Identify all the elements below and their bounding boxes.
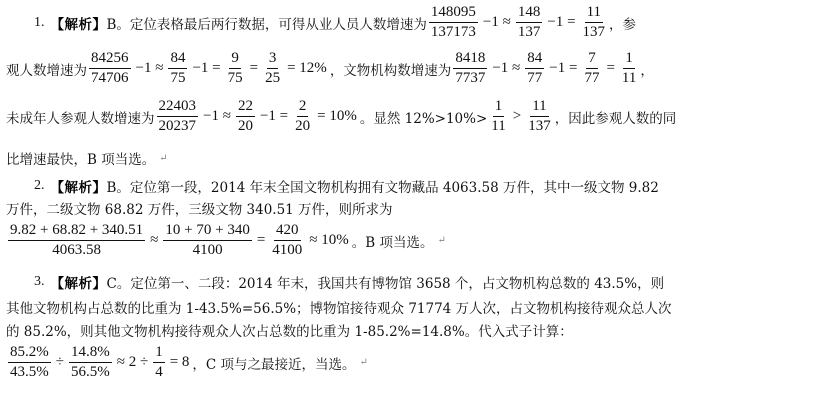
fraction: $\frac{84}{75}$ <box>170 50 186 86</box>
fraction: $\frac{84256}{74706}$ <box>91 50 129 86</box>
item-number: 1. <box>34 14 45 30</box>
operator: = <box>606 60 615 76</box>
operator: −1 = <box>259 108 289 124</box>
p1-line3 <box>6 98 676 135</box>
operator: = 12% <box>287 60 327 76</box>
operator: ≈ <box>150 232 159 248</box>
operator: −1 ≈ <box>203 108 231 124</box>
fraction: $\frac{22}{20}$ <box>237 98 253 134</box>
p2-line1 <box>34 176 659 196</box>
paragraph-mark-icon: ↵ <box>359 357 368 368</box>
fraction: $\frac{14.8\%}{56.5\%}$ <box>70 344 110 380</box>
text: 未成年人参观人数增速为 <box>6 110 155 127</box>
fraction: $\frac{11}{137}$ <box>582 4 606 40</box>
item-number: 3. <box>34 274 45 289</box>
p1-line2 <box>6 50 654 87</box>
p3-line2 <box>6 297 672 317</box>
operator: ≈ 2 ÷ <box>116 354 149 370</box>
fraction: $\frac{9.82 + 68.82 + 340.51}{4063.58}$ <box>10 222 144 258</box>
fraction: $\frac{148095}{137173}$ <box>430 4 476 40</box>
fraction: $\frac{1}{11}$ <box>621 50 637 86</box>
operator: = <box>256 232 266 248</box>
fraction: $\frac{10 + 70 + 340}{4100}$ <box>165 222 250 258</box>
p3-line3 <box>6 320 573 340</box>
p1-line4 <box>6 148 168 168</box>
operator: = 8 <box>169 354 190 370</box>
analysis-tag: 【解析】 <box>50 16 107 33</box>
p3-line1 <box>34 272 664 292</box>
fraction: $\frac{1}{4}$ <box>155 344 163 380</box>
operator: −1 ≈ <box>482 14 511 30</box>
analysis-tag: 【解析】 <box>50 180 107 196</box>
text: ，参 <box>609 16 637 33</box>
operator: ÷ <box>55 354 64 370</box>
fraction: $\frac{84}{77}$ <box>527 50 543 86</box>
text: ，文物机构数增速为 <box>329 62 452 79</box>
fraction: $\frac{7}{77}$ <box>584 50 600 86</box>
operator: −1 ≈ <box>492 60 521 76</box>
fraction: $\frac{85.2\%}{43.5\%}$ <box>10 344 49 380</box>
text: ，因此参观人数的同 <box>554 110 677 127</box>
fraction: $\frac{2}{20}$ <box>295 98 311 134</box>
operator: −1 ≈ <box>135 60 164 76</box>
p2-line2 <box>6 198 393 218</box>
p1-line1 <box>34 4 636 41</box>
text: B。定位第一段，2014 年末全国文物机构拥有文物藏品 4063.58 万件，其中一级文物 9.82 <box>106 180 659 196</box>
operator: > <box>512 108 522 124</box>
p3-line4 <box>6 344 368 381</box>
text: 的 85.2%，则其他文物机构接待观众人次占总数的比重为 1-85.2%=14.8%。代入式子计算： <box>6 324 573 340</box>
fraction: $\frac{9}{75}$ <box>227 50 243 86</box>
operator: −1 = <box>549 60 578 76</box>
analysis-tag: 【解析】 <box>50 276 107 292</box>
text: 其他文物机构占总数的比重为 1-43.5%=56.5%；博物馆接待观众 71774 万人次，占文物机构接待观众总人次 <box>6 301 672 317</box>
operator: −1 = <box>547 14 576 30</box>
fraction: $\frac{420}{4100}$ <box>272 222 303 258</box>
paragraph-mark-icon: ↵ <box>437 235 446 246</box>
operator: −1 = <box>192 60 221 76</box>
text: 万件，二级文物 68.82 万件，三级文物 340.51 万件，则所求为 <box>6 202 393 218</box>
paragraph-mark-icon: ↵ <box>159 152 168 164</box>
text: 比增速最快，B 项当选。 <box>6 152 156 168</box>
text: 。显然 12%>10%> <box>359 110 488 127</box>
fraction: $\frac{11}{137}$ <box>528 98 551 134</box>
p2-line3 <box>6 222 446 259</box>
fraction: $\frac{22403}{20237}$ <box>158 98 196 134</box>
operator: ≈ 10% <box>309 232 349 248</box>
text: ，C 项与之最接近，当选。 <box>192 356 356 373</box>
text: 观人数增速为 <box>6 62 87 79</box>
text: C。定位第一、二段：2014 年末，我国共有博物馆 3658 个，占文物机构总数的 43.5%，则 <box>106 276 665 292</box>
item-number: 2. <box>34 178 45 193</box>
operator: = <box>249 60 259 76</box>
fraction: $\frac{8418}{7737}$ <box>455 50 486 86</box>
fraction: $\frac{3}{25}$ <box>265 50 281 86</box>
operator: = 10% <box>317 108 357 124</box>
text: ， <box>640 62 654 79</box>
fraction: $\frac{1}{11}$ <box>491 98 506 134</box>
text: 。B 项当选。 <box>351 234 434 251</box>
text: B。定位表格最后两行数据，可得从业人员人数增速为 <box>106 16 427 33</box>
fraction: $\frac{148}{137}$ <box>517 4 541 40</box>
